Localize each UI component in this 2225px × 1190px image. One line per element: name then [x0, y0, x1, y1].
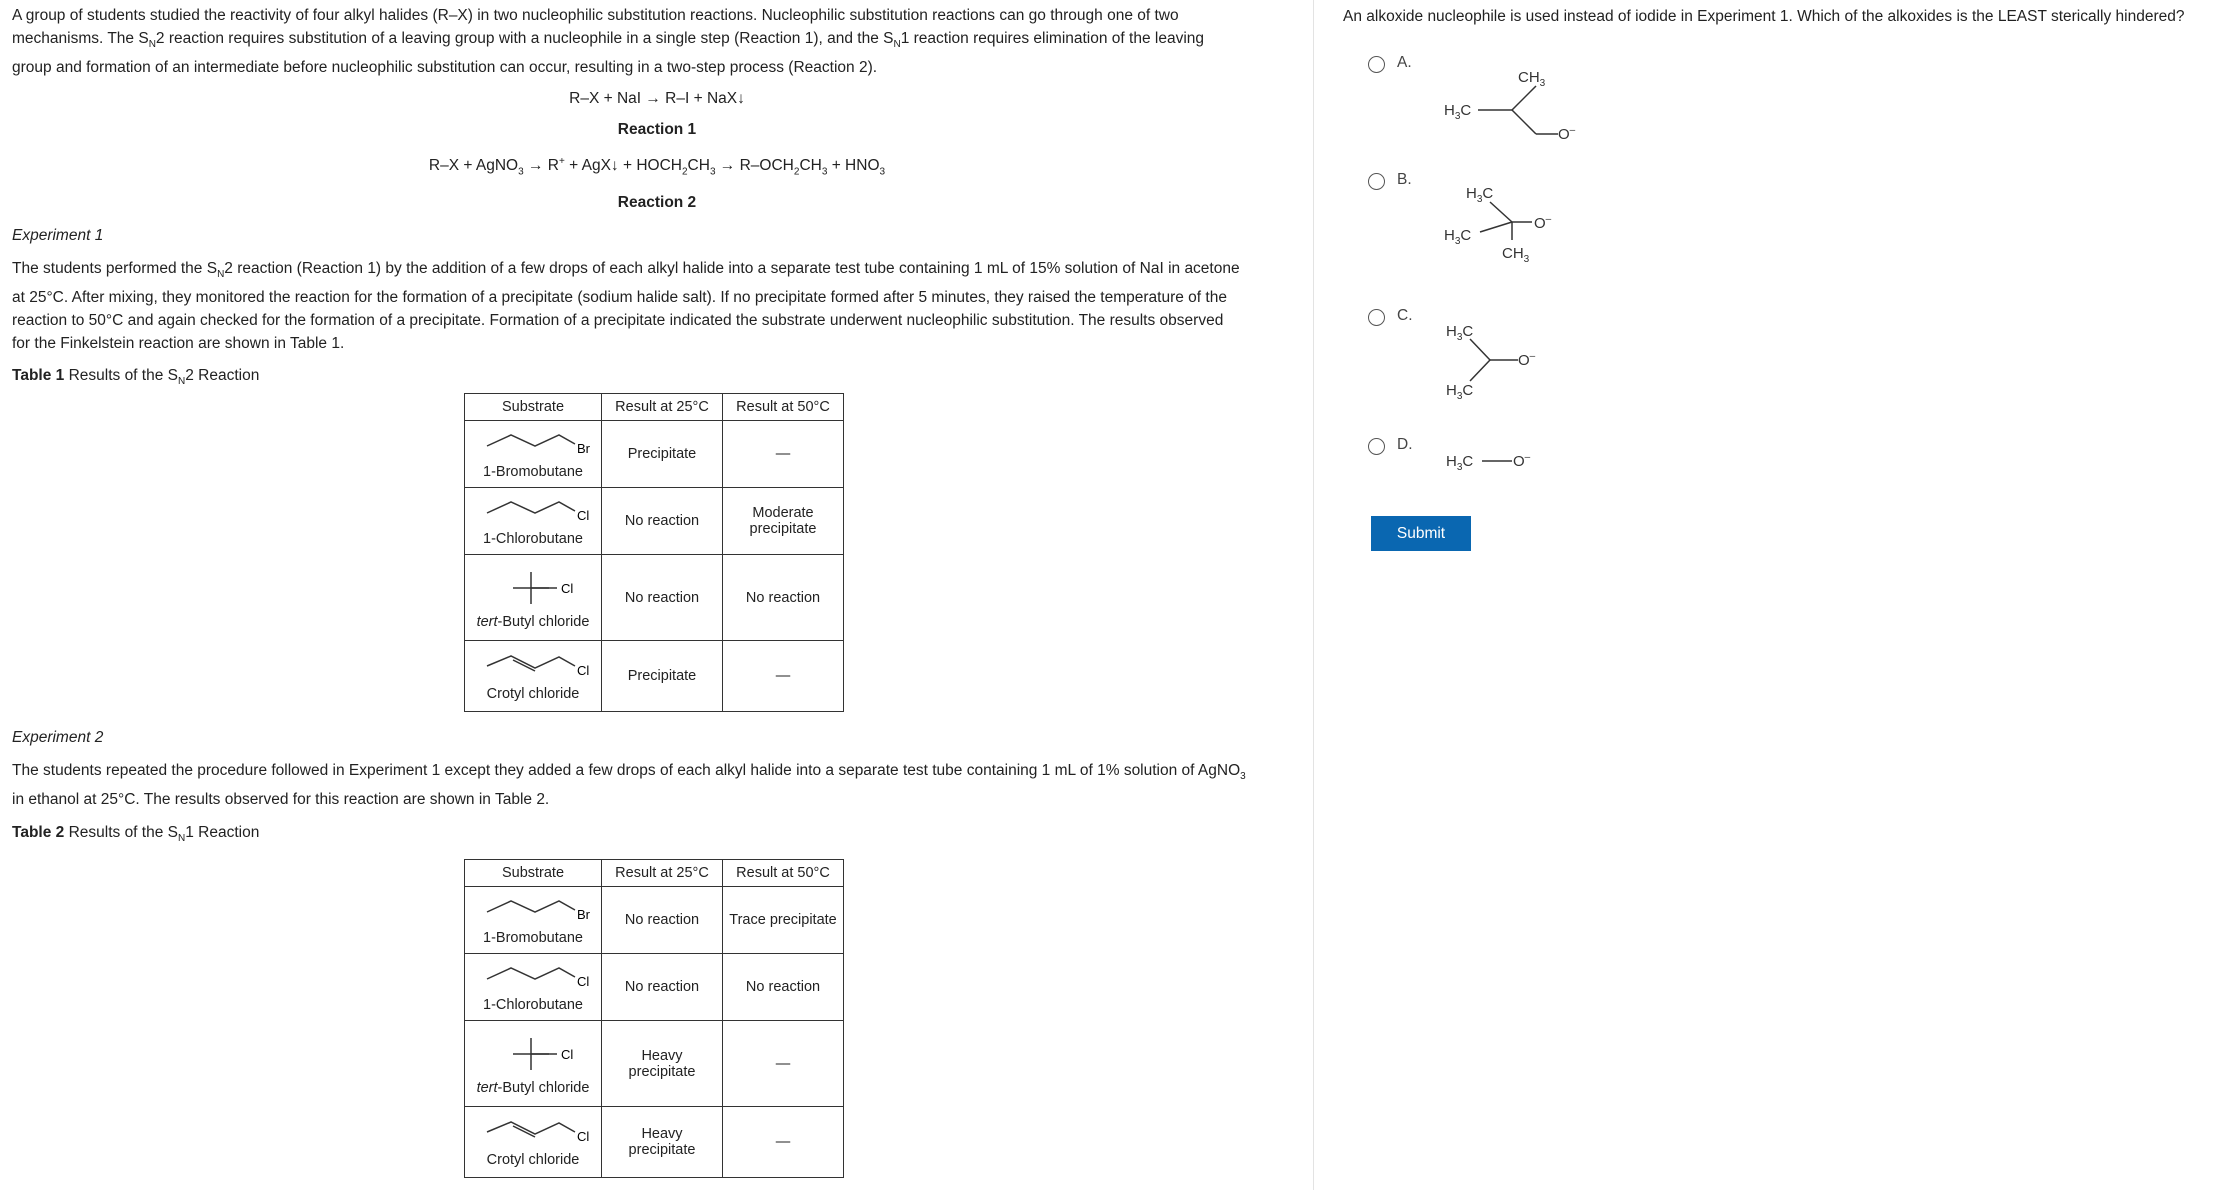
option-label: B. [1397, 171, 1412, 188]
svg-text:Cl: Cl [561, 580, 574, 596]
intro-line-1: A group of students studied the reactivity of four alkyl halides (R–X) in two nucleophilic substitution reactions. Nucleophilic substitution reactions can go through one of two [12, 7, 1179, 24]
result-50: — [723, 421, 844, 488]
svg-text:H3C: $H_3C$ [1446, 382, 1474, 402]
result-25: Heavy precipitate [602, 1021, 723, 1107]
table-2 [464, 859, 844, 1178]
experiment-2 [12, 726, 1302, 850]
svg-text:O–: O– [1518, 351, 1536, 369]
experiment-2-line-2: in ethanol at 25°C. The results observed for this reaction are shown in Table 2. [12, 791, 550, 809]
svg-text:Cl: Cl [577, 508, 590, 523]
substrate-name: Crotyl chloride [486, 686, 580, 702]
bromobutane-structure [473, 894, 593, 926]
result-50: No reaction [723, 954, 844, 1021]
table-header: Substrate [465, 860, 602, 887]
result-50: No reaction [723, 555, 844, 641]
radio-option-b[interactable] [1368, 173, 1385, 190]
result-50: Trace precipitate [723, 887, 844, 954]
tert-butyl-chloride-structure [473, 1032, 593, 1076]
experiment-1-line-4: for the Finkelstein reaction are shown in Table 1. [12, 335, 345, 353]
option-label: D. [1397, 436, 1413, 453]
crotyl-chloride-structure [473, 650, 593, 682]
table-2-caption: Table 2 Results of the $S_N1$ Reaction [12, 824, 260, 845]
table-header: Substrate [465, 394, 602, 421]
result-25: Heavy precipitate [602, 1107, 723, 1178]
option-c-structure [1440, 315, 1580, 405]
table-1-caption: Table 1 Results of the $S_N2$ Reaction [12, 367, 260, 388]
option-b-structure [1440, 180, 1580, 280]
result-50: — [723, 641, 844, 712]
svg-text:O–: O– [1558, 125, 1576, 143]
intro-line-3: group and formation of an intermediate before nucleophilic substitution can occur, resulting in a two-step process (Reaction 2). [12, 59, 878, 77]
option-label: C. [1397, 307, 1413, 324]
option-d-structure [1440, 446, 1580, 476]
svg-text:O–: O– [1513, 452, 1531, 470]
table-row [465, 421, 844, 488]
table-row [465, 954, 844, 1021]
svg-text:H3C: $H_3C$ [1446, 453, 1474, 473]
reaction-2-label: Reaction 2 [617, 194, 697, 212]
result-25: Precipitate [602, 421, 723, 488]
svg-text:Br: Br [577, 441, 590, 456]
result-25: No reaction [602, 488, 723, 555]
result-50: — [723, 1021, 844, 1107]
reaction-1-label: Reaction 1 [617, 121, 697, 139]
table-1 [464, 393, 844, 712]
table-header: Result at 50°C [723, 860, 844, 887]
option-b[interactable] [1368, 171, 1412, 190]
svg-text:H3C: $H_3C$ [1466, 185, 1494, 205]
table-row [465, 488, 844, 555]
option-a-structure [1440, 60, 1580, 150]
substrate-name: tert-Butyl chloride [476, 1079, 590, 1096]
table-header: Result at 25°C [602, 394, 723, 421]
experiment-1-line-2: at 25°C. After mixing, they monitored the reaction for the formation of a precipitate (sodium halide salt). If no precipitate formed after 5 minutes, they raised the temperature of the [12, 289, 1227, 307]
table-row [465, 887, 844, 954]
tert-butyl-chloride-structure [473, 566, 593, 610]
radio-option-a[interactable] [1368, 56, 1385, 73]
pane-divider [1313, 0, 1314, 1190]
reaction-2-equation: R–X + AgNO$_3$ → R+ + AgX↓ + $HOCH_2CH_3 \to R-OCH_2CH_3 + HNO_3$ [428, 156, 886, 178]
svg-text:Cl: Cl [561, 1046, 574, 1062]
option-c[interactable] [1368, 307, 1413, 326]
experiment-1-title: Experiment 1 [12, 227, 104, 245]
experiment-1-line-3: reaction to 50°C and again checked for the formation of a precipitate. Formation of a precipitate indicated the substrate underwent nucleophilic substitution. The results observed [12, 312, 1224, 330]
result-25: No reaction [602, 887, 723, 954]
experiment-2-line-1: The students repeated the procedure followed in Experiment 1 except they added a few drops of each alkyl halide into a separate test tube containing 1 mL of 1% solution of AgNO$_3$ [12, 762, 1246, 783]
chlorobutane-structure [473, 495, 593, 527]
svg-text:O–: O– [1534, 214, 1552, 232]
submit-button[interactable]: Submit [1371, 516, 1471, 551]
result-25: Precipitate [602, 641, 723, 712]
substrate-name: 1-Bromobutane [483, 930, 583, 946]
table-row [465, 555, 844, 641]
substrate-name: Crotyl chloride [486, 1152, 580, 1168]
svg-text:Cl: Cl [577, 663, 590, 678]
substrate-name: 1-Chlorobutane [483, 997, 583, 1013]
svg-text:CH3: $CH_3$ [1502, 245, 1530, 265]
intro-line-2: mechanisms. The $S_N2$ reaction requires substitution of a leaving group with a nucleophile in a single step (Reaction 1), and the $S_N1$ reaction requires elimination of the leaving [12, 30, 1205, 51]
table-header: Result at 25°C [602, 860, 723, 887]
svg-text:CH3: $CH_3$ [1518, 69, 1546, 89]
svg-text:Cl: Cl [577, 974, 590, 989]
radio-option-c[interactable] [1368, 309, 1385, 326]
option-d[interactable] [1368, 436, 1413, 455]
option-label: A. [1397, 54, 1412, 71]
result-50: Moderate precipitate [723, 488, 844, 555]
passage [12, 4, 1302, 394]
bromobutane-structure [473, 428, 593, 460]
table-row [465, 1021, 844, 1107]
svg-text:Br: Br [577, 907, 590, 922]
option-a[interactable] [1368, 54, 1412, 73]
chlorobutane-structure [473, 961, 593, 993]
svg-text:H3C: $H_3C$ [1444, 102, 1472, 122]
table-header: Result at 50°C [723, 394, 844, 421]
result-25: No reaction [602, 954, 723, 1021]
table-row [465, 1107, 844, 1178]
substrate-name: 1-Chlorobutane [483, 531, 583, 547]
experiment-2-title: Experiment 2 [12, 729, 104, 746]
substrate-name: tert-Butyl chloride [476, 613, 590, 630]
svg-text:H3C: $H_3C$ [1446, 323, 1474, 343]
crotyl-chloride-structure [473, 1116, 593, 1148]
question-text: An alkoxide nucleophile is used instead of iodide in Experiment 1. Which of the alkoxides is the LEAST sterically hindered? [1343, 8, 2185, 25]
table-row [465, 641, 844, 712]
experiment-1-line-1: The students performed the $S_N2$ reaction (Reaction 1) by the addition of a few drops of each alkyl halide into a separate test tube containing 1 mL of 15% solution of NaI in acetone [12, 260, 1240, 281]
reaction-1-equation: R–X + NaI → R–I + NaX↓ [569, 90, 745, 108]
result-50: — [723, 1107, 844, 1178]
svg-text:H3C: $H_3C$ [1444, 227, 1472, 247]
radio-option-d[interactable] [1368, 438, 1385, 455]
svg-text:Cl: Cl [577, 1129, 590, 1144]
substrate-name: 1-Bromobutane [483, 464, 583, 480]
result-25: No reaction [602, 555, 723, 641]
